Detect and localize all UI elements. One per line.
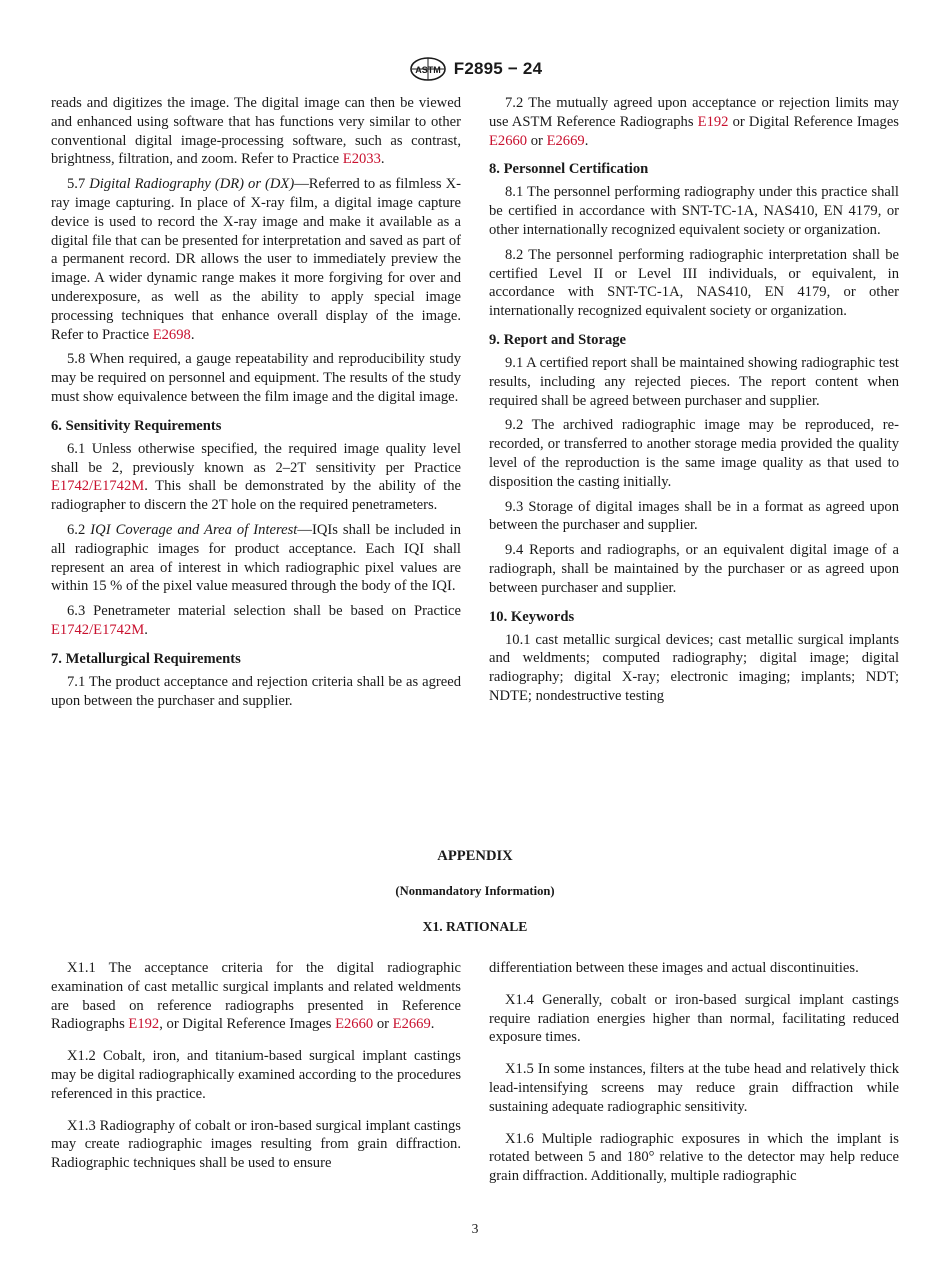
logo-text: ASTM: [415, 65, 441, 75]
ref-link-e192[interactable]: E192: [697, 113, 729, 130]
heading-section-7: 7. Metallurgical Requirements: [51, 650, 241, 667]
ref-link-e2698[interactable]: E2698: [152, 326, 191, 343]
paragraph-9-4: 9.4 Reports and radiographs, or an equivalent digital image of a radiograph, shall be maintained by the purchaser or as agreed upon between purchaser and supplier.: [489, 542, 899, 596]
paragraph-8-2: 8.2 The personnel performing radiographic interpretation shall be certified Level II or Level III individuals, or equivalent, in accordance with SNT-TC-1A, NAS410, EN 4179, or other internationally recognized equivalent society or organization.: [489, 246, 899, 320]
paragraph-5-8: 5.8 When required, a gauge repeatability and reproducibility study may be required on personnel and equipment. The results of the study must show equivalence between the film image and the digital image.: [51, 351, 461, 405]
paragraph-6-2: 6.2 IQI Coverage and Area of Interest—IQIs shall be included in all radiographic images for product acceptance. Each IQI shall represent an area of interest in which radiographic pixel values are within 15 % of the pixel value measured through the body of the IQI.: [51, 521, 462, 595]
left-column: [51, 94, 461, 716]
paragraph-5-7: 5.7 Digital Radiography (DR) or (DX)—Referred to as filmless X-ray image capturing. In place of X-ray film, a digital image capture device is used to record the X-ray image and make it available as a digital file that can be presented for interpretation and saved as part of a permanent record. DR allows the user to immediately preview the image. A wider dynamic range makes it more forgiving for over and underexposure, as well as the ability to apply special image processing techniques that enhance overall display of the image. Refer to Practice E2698.: [51, 176, 462, 343]
paragraph-x1-6: X1.6 Multiple radiographic exposures in which the implant is rotated between 5 and 180° relative to the detector may help reduce grain diffraction. Additionally, multiple radiographic: [489, 1130, 899, 1185]
paragraph-10-1: 10.1 cast metallic surgical devices; cast metallic surgical implants and weldments; computed radiography; digital image; digital radiography; digital X-ray; electronic imaging; implants; NDT; NDTE; nondestructive testing: [489, 631, 899, 704]
ref-link-e2669-appendix[interactable]: E2669: [392, 1016, 431, 1033]
paragraph-x1-2: X1.2 Cobalt, iron, and titanium-based surgical implant castings may be digital radiographically examined according to the procedures referenced in this practice.: [51, 1048, 461, 1102]
paragraph-9-3: 9.3 Storage of digital images shall be in a format as agreed upon between the purchaser and supplier.: [489, 498, 899, 534]
appendix-right-column: [489, 959, 899, 1199]
paragraph-9-1: 9.1 A certified report shall be maintained showing radiographic test results, including any rejected pieces. The report content when required shall be agreed between purchaser and supplier.: [489, 354, 899, 409]
appendix-subtitle: (Nonmandatory Information): [395, 884, 555, 898]
appendix-section-title: X1. RATIONALE: [422, 919, 528, 934]
heading-section-6: 6. Sensitivity Requirements: [51, 417, 222, 434]
paragraph-9-2: 9.2 The archived radiographic image may be reproduced, re-recorded, or transferred to another storage media provided the quality level of the reproduction is the same image quality as that used to disposition the casting initially.: [489, 417, 899, 490]
ref-link-e1742[interactable]: E1742/E1742M: [51, 478, 145, 495]
ref-link-e192-appendix[interactable]: E192: [128, 1016, 160, 1033]
paragraph-7-1: 7.1 The product acceptance and rejection criteria shall be as agreed upon between the purchaser and supplier.: [51, 673, 461, 709]
paragraph-x1-4: X1.4 Generally, cobalt or iron-based surgical implant castings require radiation energies higher than normal, facilitating reduced exposure times.: [489, 991, 899, 1046]
appendix-title: APPENDIX: [437, 848, 513, 864]
paragraph-5-6-continued: reads and digitizes the image. The digital image can then be viewed and enhanced using software that has functions very similar to other conventional digital image-processing software, such as contrast, brightness, filtration, and zoom. Refer to Practice E2033.: [51, 95, 461, 168]
document-designation: F2895 − 24: [453, 59, 543, 78]
ref-link-e1742-2[interactable]: E1742/E1742M: [51, 621, 145, 638]
right-column: [489, 94, 899, 712]
paragraph-x1-3-continued: differentiation between these images and actual discontinuities.: [489, 960, 859, 976]
paragraph-x1-5: X1.5 In some instances, filters at the tube head and relatively thick lead-intensifying screens may reduce grain diffraction while sustaining adequate radiographic sensitivity.: [489, 1061, 899, 1115]
ref-link-e2660[interactable]: E2660: [489, 132, 528, 149]
paragraph-6-1: 6.1 Unless otherwise specified, the required image quality level shall be 2, previously known as 2–2T sensitivity per Practice E1742/E1742M. This shall be demonstrated by the ability of the radiographer to discern the 2T hole on the required penetrameters.: [51, 440, 461, 514]
appendix-left-column: [51, 959, 461, 1186]
heading-section-10: 10. Keywords: [489, 608, 575, 625]
heading-section-8: 8. Personnel Certification: [489, 161, 649, 178]
paragraph-7-2: 7.2 The mutually agreed upon acceptance or rejection limits may use ASTM Reference Radiographs E192 or Digital Reference Images E2660 or E2669.: [489, 95, 899, 149]
paragraph-x1-1: X1.1 The acceptance criteria for the digital radiographic examination of cast metallic surgical implants and related weldments are based on reference radiographs presented in Reference Radiographs E192, or Digital Reference Images E2660 or E2669.: [51, 960, 461, 1033]
paragraph-6-3: 6.3 Penetrameter material selection shall be based on Practice E1742/E1742M.: [51, 603, 461, 638]
heading-section-9: 9. Report and Storage: [489, 331, 627, 348]
ref-link-e2669[interactable]: E2669: [546, 132, 585, 149]
paragraph-8-1: 8.1 The personnel performing radiography under this practice shall be certified in accordance with SNT-TC-1A, NAS410, EN 4179, or other internationally recognized equivalent society or organization.: [489, 184, 899, 238]
page-header: [0, 56, 950, 82]
paragraph-x1-3: X1.3 Radiography of cobalt or iron-based surgical implant castings may create radiographic images resulting from grain diffraction. Radiographic techniques shall be used to ensure: [51, 1117, 461, 1172]
ref-link-e2033[interactable]: E2033: [342, 151, 381, 168]
page-number: 3: [471, 1221, 479, 1236]
ref-link-e2660-appendix[interactable]: E2660: [335, 1016, 374, 1033]
astm-logo-icon: [408, 56, 448, 82]
